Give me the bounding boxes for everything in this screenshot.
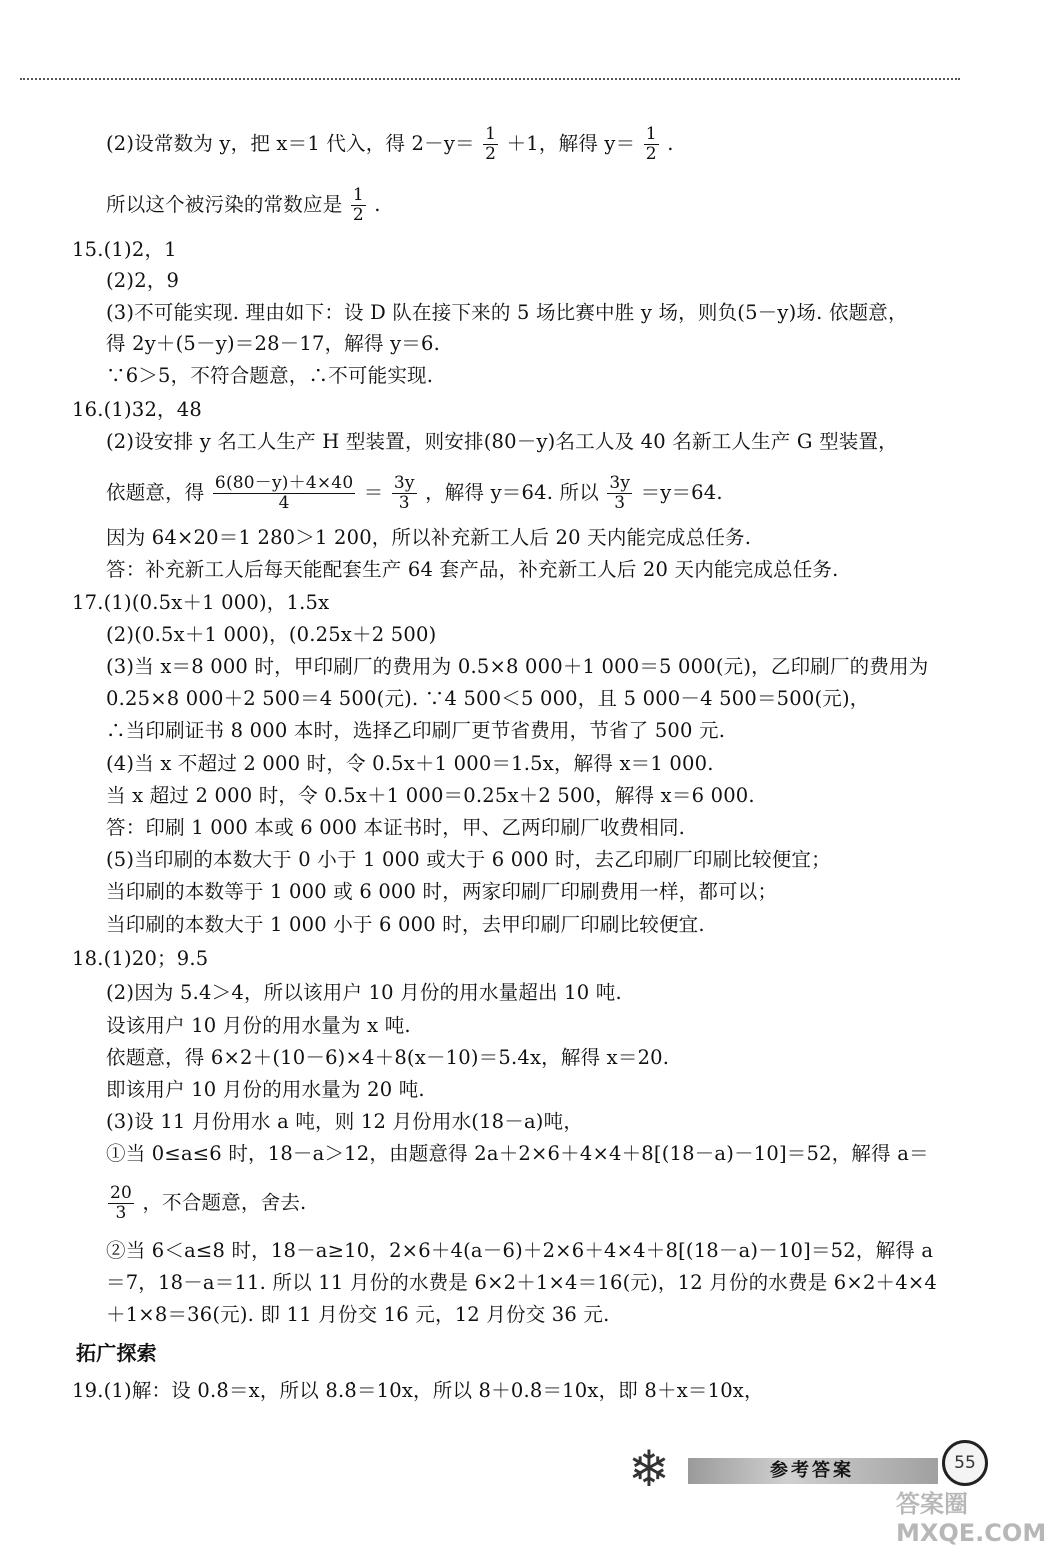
answer-line: 15.(1)2，1 xyxy=(72,238,177,261)
answer-line: ∵6＞5，不符合题意，∴不可能实现. xyxy=(106,364,434,387)
snowflake-icon: ❄ xyxy=(628,1440,670,1498)
answer-line: ＝7，18－a＝11. 所以 11 月份的水费是 6×2＋1×4＝16(元)，12 月份的水费是 6×2＋4×4 xyxy=(106,1271,938,1294)
footer-section-label: 参考答案 xyxy=(770,1460,854,1481)
fraction: $\frac{6(80-y)+4\times 40}{4}$ xyxy=(214,473,354,513)
fraction: $\frac{1}{2}$ xyxy=(645,124,657,164)
answer-line: (3)设 11 月份用水 a 吨，则 12 月份用水(18－a)吨， xyxy=(106,1110,584,1133)
page-footer xyxy=(620,1432,1047,1547)
answer-line: (2)2，9 xyxy=(106,269,180,292)
answer-line: 得 2y＋(5－y)＝28－17，解得 y＝6. xyxy=(106,332,441,355)
text: ＋1，解得 y＝ xyxy=(506,132,636,155)
answer-line: 设该用户 10 月份的用水量为 x 吨. xyxy=(106,1014,411,1037)
answer-line: ＋1×8＝36(元). 即 11 月份交 16 元，12 月份交 36 元. xyxy=(106,1303,610,1326)
fraction: $\frac{1}{2}$ xyxy=(352,185,364,225)
answer-line: 答：补充新工人后每天能配套生产 64 套产品，补充新工人后 20 天内能完成总任务. xyxy=(106,558,839,581)
text: ，解得 y＝64. 所以 xyxy=(425,481,599,504)
text: 依题意，得 xyxy=(106,481,205,504)
answer-line: 因为 64×20＝1 280＞1 200，所以补充新工人后 20 天内能完成总任务. xyxy=(106,526,752,549)
answer-line xyxy=(106,125,674,164)
text: (2)设常数为 y，把 x＝1 代入，得 2－y＝ xyxy=(106,132,475,155)
fraction: $\frac{3y}{3}$ xyxy=(393,473,415,513)
answer-line: ∴当印刷证书 8 000 本时，选择乙印刷厂更节省费用，节省了 500 元. xyxy=(106,719,726,742)
answer-line: 当印刷的本数等于 1 000 或 6 000 时，两家印刷厂印刷费用一样，都可以； xyxy=(106,880,778,903)
text: ＝y＝64. xyxy=(640,481,723,504)
answer-line: (3)当 x＝8 000 时，甲印刷厂的费用为 0.5×8 000＋1 000＝5 000(元)，乙印刷厂的费用为 xyxy=(106,655,929,678)
dotted-divider xyxy=(20,78,960,80)
answer-line: 16.(1)32，48 xyxy=(72,398,202,421)
text: . xyxy=(374,193,381,216)
answer-line: (4)当 x 不超过 2 000 时，令 0.5x＋1 000＝1.5x，解得 x＝1 000. xyxy=(106,752,714,775)
answer-line: (2)因为 5.4＞4，所以该用户 10 月份的用水量超出 10 吨. xyxy=(106,981,622,1004)
answer-line: (5)当印刷的本数大于 0 小于 1 000 或大于 6 000 时，去乙印刷厂印刷比较便宜； xyxy=(106,848,831,871)
answer-line xyxy=(106,186,381,225)
fraction: $\frac{20}{3}$ xyxy=(110,1183,133,1223)
page-number: 55 xyxy=(942,1440,988,1486)
answer-line: (2)设安排 y 名工人生产 H 型装置，则安排(80－y)名工人及 40 名新工人生产 G 型装置， xyxy=(106,430,898,453)
answer-line xyxy=(106,1184,306,1223)
text: 所以这个被污染的常数应是 xyxy=(106,193,343,216)
answer-line: 17.(1)(0.5x＋1 000)，1.5x xyxy=(72,591,330,614)
answer-line: (2)(0.5x＋1 000)，(0.25x＋2 500) xyxy=(106,623,437,646)
answer-line: 19.(1)解：设 0.8̇＝x，所以 8.8̇＝10x，所以 8＋0.8̇＝10x，即 8＋x＝10x， xyxy=(72,1379,764,1402)
text: . xyxy=(667,132,674,155)
section-heading: 拓广探索 xyxy=(76,1341,157,1365)
fraction: $\frac{1}{2}$ xyxy=(485,124,497,164)
answer-line xyxy=(106,474,723,513)
answer-line: 当印刷的本数大于 1 000 小于 6 000 时，去甲印刷厂印刷比较便宜. xyxy=(106,913,705,936)
watermark-logo: 答案圈 MXQE.COM xyxy=(896,1490,1047,1547)
answer-line: 18.(1)20；9.5 xyxy=(72,947,209,970)
answer-line: (3)不可能实现. 理由如下：设 D 队在接下来的 5 场比赛中胜 y 场，则负(5－y)场. 依题意， xyxy=(106,301,908,324)
fraction: $\frac{3y}{3}$ xyxy=(609,473,631,513)
answer-line: ①当 0≤a≤6 时，18－a＞12，由题意得 2a＋2×6＋4×4＋8[(18－a)－10]＝52，解得 a＝ xyxy=(106,1142,929,1165)
answer-line: 答：印刷 1 000 本或 6 000 本证书时，甲、乙两印刷厂收费相同. xyxy=(106,816,686,839)
answer-line: 0.25×8 000＋2 500＝4 500(元). ∵4 500＜5 000，且 5 000－4 500＝500(元)， xyxy=(106,687,870,710)
answer-line: 当 x 超过 2 000 时，令 0.5x＋1 000＝0.25x＋2 500，解得 x＝6 000. xyxy=(106,784,755,807)
answer-line: ②当 6＜a≤8 时，18－a≥10，2×6＋4(a－6)＋2×6＋4×4＋8[(18－a)－10]＝52，解得 a xyxy=(106,1239,934,1262)
answer-line: 即该用户 10 月份的用水量为 20 吨. xyxy=(106,1078,425,1101)
text: ＝ xyxy=(363,481,384,504)
answer-line: 依题意，得 6×2＋(10－6)×4＋8(x－10)＝5.4x，解得 x＝20. xyxy=(106,1046,670,1069)
text: ，不合题意，舍去. xyxy=(142,1191,307,1214)
